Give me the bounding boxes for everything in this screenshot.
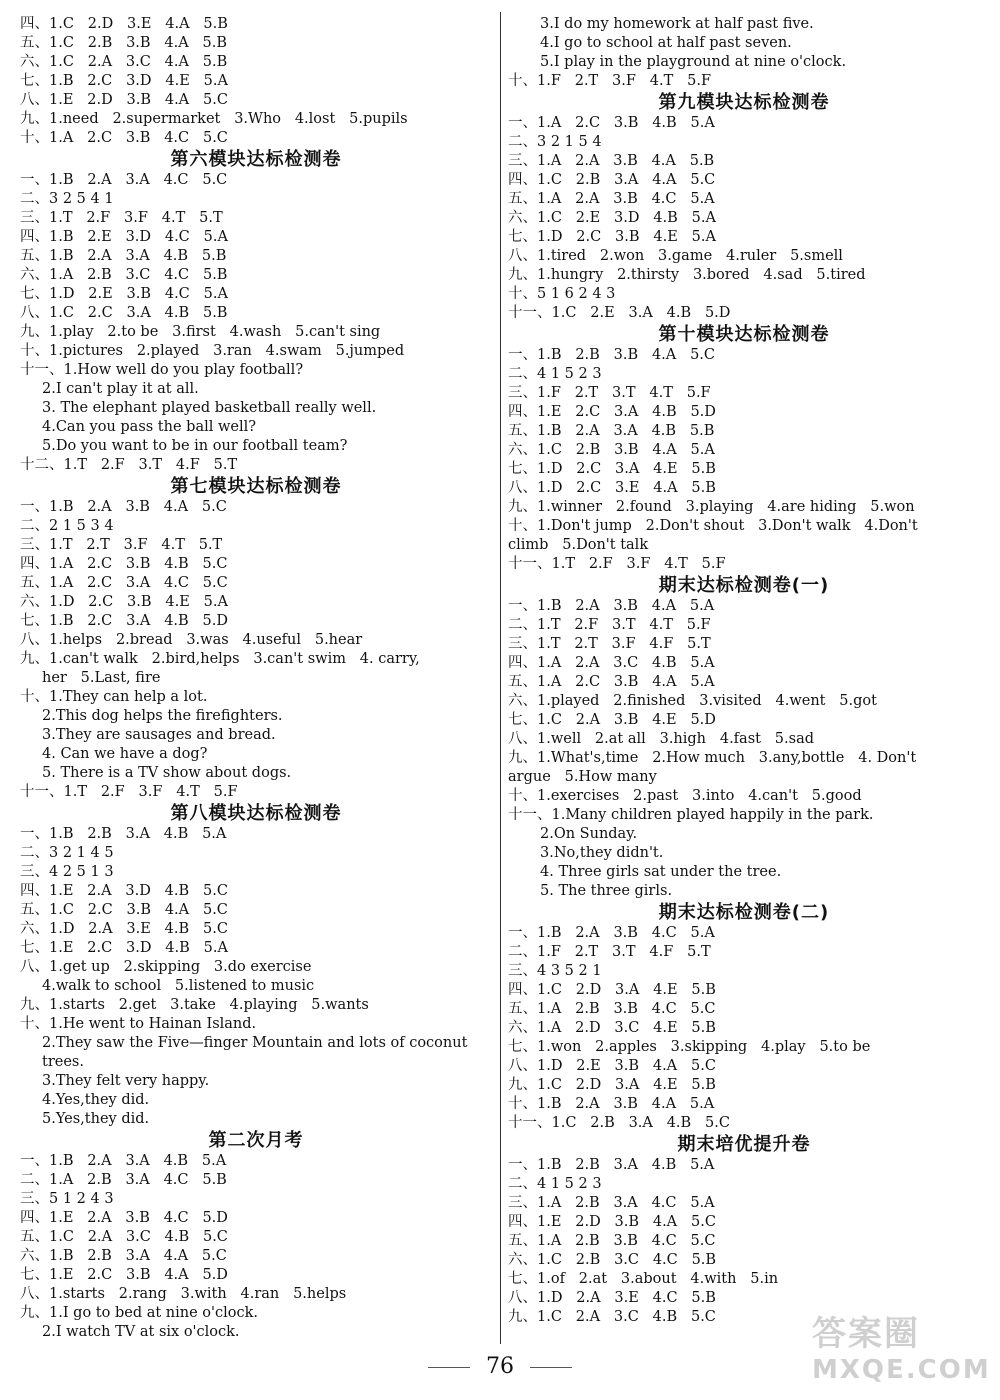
answer-line: 九、1.C 2.D 3.A 4.E 5.B — [508, 1077, 716, 1093]
answer-line: 四、1.E 2.D 3.B 4.A 5.C — [508, 1214, 716, 1230]
answer-line: 十、1.F 2.T 3.F 4.T 5.F — [508, 73, 712, 89]
answer-line: 三、1.T 2.T 3.F 4.T 5.T — [20, 537, 223, 553]
answer-line: 十、1.A 2.C 3.B 4.C 5.C — [20, 130, 228, 146]
watermark-top-text: 答案圈 — [812, 1314, 920, 1354]
answer-line: 三、1.A 2.B 3.A 4.C 5.A — [508, 1195, 715, 1211]
answer-line: 七、1.D 2.C 3.A 4.E 5.B — [508, 461, 716, 477]
answer-subline: 4. Three girls sat under the tree. — [540, 864, 782, 880]
answer-line: 八、1.C 2.C 3.A 4.B 5.B — [20, 305, 228, 321]
section-title: 第九模块达标检测卷 — [658, 92, 830, 113]
answer-line: 四、1.E 2.C 3.A 4.B 5.D — [508, 404, 716, 420]
answer-line: 七、1.B 2.C 3.A 4.B 5.D — [20, 613, 228, 629]
section-title: 期末达标检测卷(二) — [658, 902, 830, 923]
answer-line: climb 5.Don't talk — [508, 537, 649, 553]
answer-subline: 5.Yes,they did. — [42, 1111, 150, 1127]
column-divider — [500, 12, 501, 1344]
answer-line: 八、1.helps 2.bread 3.was 4.useful 5.hear — [20, 632, 363, 648]
answer-line: 七、1.B 2.C 3.D 4.E 5.A — [20, 73, 228, 89]
answer-subline: 5.Do you want to be in our football team? — [42, 438, 348, 454]
answer-line: 八、1.get up 2.skipping 3.do exercise — [20, 959, 312, 975]
answer-line: 三、4 3 5 2 1 — [508, 963, 602, 979]
answer-subline: 4.Can you pass the ball well? — [42, 419, 257, 435]
answer-line: 六、1.B 2.B 3.A 4.A 5.C — [20, 1248, 227, 1264]
answer-line: 六、1.C 2.B 3.C 4.C 5.B — [508, 1252, 717, 1268]
answer-line: 三、1.F 2.T 3.T 4.T 5.F — [508, 385, 711, 401]
answer-line: 十、1.exercises 2.past 3.into 4.can't 5.good — [508, 788, 862, 804]
answer-line: 七、1.of 2.at 3.about 4.with 5.in — [508, 1271, 779, 1287]
answer-line: 十一、1.T 2.F 3.F 4.T 5.F — [20, 784, 238, 800]
section-title: 期末达标检测卷(一) — [658, 575, 830, 596]
answer-line: 九、1.What's,time 2.How much 3.any,bottle 4. Don't — [508, 750, 917, 766]
answer-line: 十一、1.T 2.F 3.F 4.T 5.F — [508, 556, 726, 572]
answer-line: 二、1.F 2.T 3.T 4.F 5.T — [508, 944, 711, 960]
answer-line: 一、1.B 2.B 3.B 4.A 5.C — [508, 347, 716, 363]
answer-line: 二、1.A 2.B 3.A 4.C 5.B — [20, 1172, 227, 1188]
answer-line: 五、1.A 2.C 3.A 4.C 5.C — [20, 575, 228, 591]
left-column — [20, 15, 492, 1342]
answer-line: 十一、1.C 2.E 3.A 4.B 5.D — [508, 305, 731, 321]
answer-line: 七、1.E 2.C 3.D 4.B 5.A — [20, 940, 228, 956]
answer-line: 四、1.A 2.C 3.B 4.B 5.C — [20, 556, 228, 572]
answer-line: 五、1.B 2.A 3.A 4.B 5.B — [508, 423, 715, 439]
answer-line: 十、5 1 6 2 4 3 — [508, 286, 616, 302]
answer-line: 五、1.A 2.B 3.B 4.C 5.C — [508, 1233, 716, 1249]
answer-line: 八、1.E 2.D 3.B 4.A 5.C — [20, 92, 228, 108]
answer-line: 九、1.hungry 2.thirsty 3.bored 4.sad 5.tired — [508, 267, 866, 283]
answer-line: 一、1.B 2.A 3.B 4.C 5.A — [508, 925, 715, 941]
answer-line: 四、1.E 2.A 3.B 4.C 5.D — [20, 1210, 228, 1226]
answer-line: 十一、1.How well do you play football? — [20, 362, 304, 378]
answer-line: 五、1.A 2.B 3.B 4.C 5.C — [508, 1001, 716, 1017]
answer-line: 四、1.E 2.A 3.D 4.B 5.C — [20, 883, 228, 899]
answer-subline: 3.They are sausages and bread. — [42, 727, 276, 743]
answer-line: 九、1.C 2.A 3.C 4.B 5.C — [508, 1309, 716, 1325]
answer-subline: 3.I do my homework at half past five. — [540, 16, 814, 32]
answer-line: 十、1.B 2.A 3.B 4.A 5.A — [508, 1096, 715, 1112]
answer-line: 九、1.winner 2.found 3.playing 4.are hiding 5.won — [508, 499, 915, 515]
answer-subline: 4. Can we have a dog? — [42, 746, 208, 762]
answer-subline: 2.I watch TV at six o'clock. — [42, 1324, 240, 1340]
answer-subline: 3. The elephant played basketball really well. — [42, 400, 377, 416]
answer-line: 六、1.C 2.A 3.C 4.A 5.B — [20, 54, 228, 70]
answer-line: 六、1.A 2.D 3.C 4.E 5.B — [508, 1020, 716, 1036]
answer-line: 九、1.starts 2.get 3.take 4.playing 5.wants — [20, 997, 369, 1013]
answer-line: 十、1.pictures 2.played 3.ran 4.swam 5.jumped — [20, 343, 405, 359]
answer-line: 二、1.T 2.F 3.T 4.T 5.F — [508, 617, 711, 633]
answer-subline: 4.I go to school at half past seven. — [540, 35, 792, 51]
footer-dash-right — [530, 1367, 572, 1368]
answer-line: 一、1.B 2.B 3.A 4.B 5.A — [508, 1157, 715, 1173]
answer-line: 四、1.A 2.A 3.C 4.B 5.A — [508, 655, 715, 671]
answer-line: 五、1.C 2.B 3.B 4.A 5.B — [20, 35, 228, 51]
section-title: 第七模块达标检测卷 — [170, 476, 342, 497]
answer-line: 八、1.D 2.E 3.B 4.A 5.C — [508, 1058, 716, 1074]
answer-line: 十一、1.Many children played happily in the park. — [508, 807, 874, 823]
section-title: 第六模块达标检测卷 — [170, 149, 342, 170]
answer-line: 五、1.C 2.C 3.B 4.A 5.C — [20, 902, 228, 918]
answer-subline: 3.They felt very happy. — [42, 1073, 210, 1089]
answer-line: 二、3 2 1 5 4 — [508, 134, 602, 150]
answer-line: 六、1.D 2.A 3.E 4.B 5.C — [20, 921, 228, 937]
section-title: 期末培优提升卷 — [677, 1134, 811, 1155]
answer-line: 六、1.A 2.B 3.C 4.C 5.B — [20, 267, 228, 283]
answer-line: 五、1.A 2.C 3.B 4.A 5.A — [508, 674, 715, 690]
answer-line: 九、1.need 2.supermarket 3.Who 4.lost 5.pupils — [20, 111, 408, 127]
answer-line: 五、1.A 2.A 3.B 4.C 5.A — [508, 191, 715, 207]
answer-line: 七、1.E 2.C 3.B 4.A 5.D — [20, 1267, 228, 1283]
answer-line: 四、1.C 2.B 3.A 4.A 5.C — [508, 172, 716, 188]
answer-line: 一、1.A 2.C 3.B 4.B 5.A — [508, 115, 715, 131]
answer-line: 一、1.B 2.B 3.A 4.B 5.A — [20, 826, 227, 842]
answer-line: 十、1.He went to Hainan Island. — [20, 1016, 257, 1032]
answer-line: 九、1.can't walk 2.bird,helps 3.can't swim 4. carry, — [20, 651, 420, 667]
answer-line: 五、1.B 2.A 3.A 4.B 5.B — [20, 248, 227, 264]
answer-line: 二、4 1 5 2 3 — [508, 366, 602, 382]
answer-line: 三、4 2 5 1 3 — [20, 864, 114, 880]
answer-line: 一、1.B 2.A 3.A 4.B 5.A — [20, 1153, 227, 1169]
answer-subline: 5. The three girls. — [540, 883, 673, 899]
answer-line: 三、1.T 2.F 3.F 4.T 5.T — [20, 210, 223, 226]
footer-dash-left — [428, 1367, 470, 1368]
answer-subline: 2.I can't play it at all. — [42, 381, 199, 397]
answer-subline: 3.No,they didn't. — [540, 845, 664, 861]
answer-subline: 5. There is a TV show about dogs. — [42, 765, 292, 781]
section-title: 第八模块达标检测卷 — [170, 803, 342, 824]
answer-line: 四、1.C 2.D 3.E 4.A 5.B — [20, 16, 228, 32]
answer-line: 十二、1.T 2.F 3.T 4.F 5.T — [20, 457, 238, 473]
answer-line: 七、1.D 2.E 3.B 4.C 5.A — [20, 286, 228, 302]
answer-subline: 4.Yes,they did. — [42, 1092, 150, 1108]
answer-line: 二、3 2 1 4 5 — [20, 845, 114, 861]
answer-line: 八、1.D 2.C 3.E 4.A 5.B — [508, 480, 716, 496]
answer-line: 十一、1.C 2.B 3.A 4.B 5.C — [508, 1115, 730, 1131]
answer-subline: 2.They saw the Five—finger Mountain and lots of coconut — [42, 1035, 468, 1051]
answer-line: 十、1.Don't jump 2.Don't shout 3.Don't walk 4.Don't — [508, 518, 918, 534]
answer-line: 三、5 1 2 4 3 — [20, 1191, 114, 1207]
answer-line: 九、1.play 2.to be 3.first 4.wash 5.can't sing — [20, 324, 381, 340]
answer-line: 九、1.I go to bed at nine o'clock. — [20, 1305, 259, 1321]
answer-line: 八、1.D 2.A 3.E 4.C 5.B — [508, 1290, 716, 1306]
answer-line: 六、1.played 2.finished 3.visited 4.went 5.got — [508, 693, 877, 709]
page-number: 76 — [486, 1354, 514, 1379]
watermark-bottom-text: MXQE.COM — [812, 1355, 991, 1385]
answer-line: 一、1.B 2.A 3.A 4.C 5.C — [20, 172, 228, 188]
answer-line: 六、1.C 2.B 3.B 4.A 5.A — [508, 442, 715, 458]
answer-line: 七、1.D 2.C 3.B 4.E 5.A — [508, 229, 716, 245]
answer-subline: trees. — [42, 1054, 84, 1070]
answer-line: 七、1.C 2.A 3.B 4.E 5.D — [508, 712, 716, 728]
answer-line: 四、1.C 2.D 3.A 4.E 5.B — [508, 982, 716, 998]
answer-line: 八、1.starts 2.rang 3.with 4.ran 5.helps — [20, 1286, 347, 1302]
answer-line: 六、1.C 2.E 3.D 4.B 5.A — [508, 210, 716, 226]
answer-subline: 2.This dog helps the firefighters. — [42, 708, 283, 724]
answer-line: 十、1.They can help a lot. — [20, 689, 208, 705]
answer-line: 三、1.A 2.A 3.B 4.A 5.B — [508, 153, 715, 169]
right-column — [508, 15, 980, 1327]
answer-subline: 2.On Sunday. — [540, 826, 638, 842]
answer-line: 一、1.B 2.A 3.B 4.A 5.A — [508, 598, 715, 614]
answer-line: 五、1.C 2.A 3.C 4.B 5.C — [20, 1229, 228, 1245]
answer-line: 四、1.B 2.E 3.D 4.C 5.A — [20, 229, 228, 245]
section-title: 第二次月考 — [208, 1130, 304, 1151]
answer-line: 三、1.T 2.T 3.F 4.F 5.T — [508, 636, 711, 652]
watermark-logo — [812, 1306, 991, 1386]
answer-line: 一、1.B 2.A 3.B 4.A 5.C — [20, 499, 227, 515]
answer-line: argue 5.How many — [508, 769, 657, 785]
answer-subline: 4.walk to school 5.listened to music — [42, 978, 315, 994]
answer-line: 二、2 1 5 3 4 — [20, 518, 114, 534]
answer-subline: her 5.Last, fire — [42, 670, 161, 686]
answer-line: 八、1.well 2.at all 3.high 4.fast 5.sad — [508, 731, 814, 747]
answer-subline: 5.I play in the playground at nine o'clock. — [540, 54, 847, 70]
answer-line: 七、1.won 2.apples 3.skipping 4.play 5.to be — [508, 1039, 871, 1055]
answer-line: 二、4 1 5 2 3 — [508, 1176, 602, 1192]
section-title: 第十模块达标检测卷 — [658, 324, 830, 345]
answer-line: 六、1.D 2.C 3.B 4.E 5.A — [20, 594, 228, 610]
answer-line: 二、3 2 5 4 1 — [20, 191, 114, 207]
answer-line: 八、1.tired 2.won 3.game 4.ruler 5.smell — [508, 248, 843, 264]
